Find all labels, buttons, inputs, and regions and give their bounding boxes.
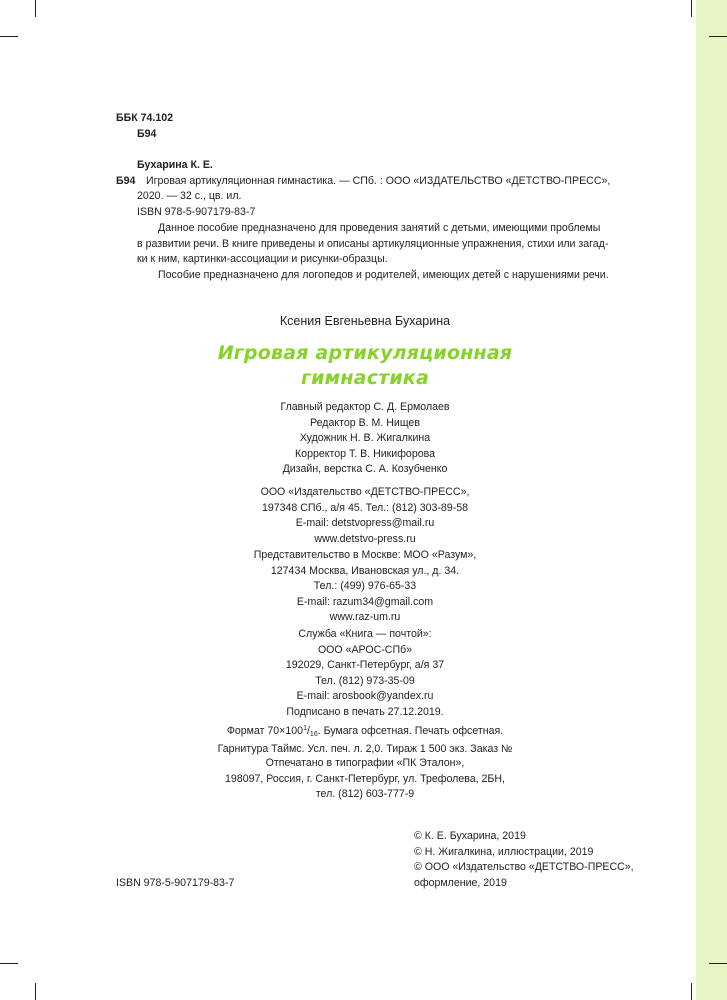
- author-full-name: Ксения Евгеньевна Бухарина: [279, 314, 451, 328]
- printer-line: тел. (812) 603-777-9: [315, 788, 415, 801]
- abstract-line: ки к ним, картинки-ассоциации и рисунки-образцы.: [137, 253, 388, 266]
- mail-line: Служба «Книга — почтой»:: [298, 628, 432, 640]
- credits: [140, 400, 590, 478]
- credit-line: Художник Н. В. Жигалкина: [299, 432, 431, 445]
- format-sep: /: [306, 724, 310, 737]
- moscow-line: Представительство в Москве: МОО «Разум»,: [253, 549, 477, 561]
- copyright-line: © К. Е. Бухарина, 2019: [414, 830, 526, 842]
- bbk-block: [116, 111, 173, 142]
- moscow-line: www.raz-um.ru: [329, 611, 401, 624]
- print-typeface: Гарнитура Таймс. Усл. печ. л. 2,0. Тираж 1 500 экз. Заказ №: [217, 743, 513, 756]
- format-sup: 1: [303, 724, 307, 732]
- abstract: [137, 221, 617, 283]
- format-sub: 16: [309, 730, 318, 738]
- copyright-block: [414, 829, 644, 891]
- moscow-office: [140, 548, 590, 626]
- mail-line: Тел. (812) 973-35-09: [315, 674, 415, 687]
- copyright-line: оформление, 2019: [414, 876, 507, 889]
- crop-mark-top-right: [691, 0, 692, 17]
- format-suffix: . Бумага офсетная. Печать офсетная.: [317, 724, 504, 737]
- printer-line: Отпечатано в типографии «ПК Эталон»,: [265, 757, 465, 769]
- publisher-line: 197348 СПб., а/я 45. Тел.: (812) 303-89-58: [261, 501, 469, 514]
- format-prefix: Формат 70×100: [226, 724, 304, 737]
- publisher-info: [140, 485, 590, 547]
- crop-mark-bottom-right: [691, 983, 692, 1000]
- moscow-line: 127434 Москва, Ивановская ул., д. 34.: [270, 564, 460, 577]
- publisher-line: ООО «Издательство «ДЕТСТВО-ПРЕСС»,: [260, 486, 470, 498]
- credit-line: Редактор В. М. Нищев: [310, 416, 420, 429]
- mail-line: E-mail: arosbook@yandex.ru: [296, 690, 434, 703]
- crop-mark-bottom-left-h: [0, 963, 18, 964]
- abstract-line: в развитии речи. В книге приведены и описаны артикуляционные упражнения, стихи или загад-: [137, 237, 609, 250]
- card-line2: 2020. — 32 с., цв. ил.: [137, 190, 242, 203]
- card-line1-text: Игровая артикуляционная гимнастика. — СПб. : ООО «ИЗДАТЕЛЬСТВО «ДЕТСТВО-ПРЕСС»,: [146, 174, 611, 187]
- card-line1: [116, 174, 616, 190]
- crop-mark-bottom-right-h: [709, 963, 727, 964]
- printer-line: 198097, Россия, г. Санкт-Петербург, ул. Трефолева, 2БН,: [225, 772, 505, 785]
- side-color-strip: [696, 0, 727, 1000]
- moscow-line: Тел.: (499) 976-65-33: [313, 580, 417, 593]
- moscow-line: E-mail: razum34@gmail.com: [296, 595, 434, 608]
- card-mark: Б94: [116, 174, 136, 187]
- print-format: [140, 721, 590, 743]
- credit-line: Дизайн, верстка С. А. Козубченко: [282, 463, 448, 476]
- print-signed: Подписано в печать 27.12.2019.: [286, 706, 444, 718]
- crop-mark-top-left-h: [0, 36, 18, 37]
- title-line2: гимнастика: [300, 367, 430, 389]
- isbn-bottom: ISBN 978-5-907179-83-7: [116, 877, 235, 889]
- print-info: [140, 705, 590, 758]
- abstract-line: Пособие предназначено для логопедов и родителей, имеющих детей с нарушениями речи.: [158, 268, 609, 281]
- printer-info: [140, 756, 590, 803]
- bbk-code: ББК 74.102: [116, 112, 174, 124]
- mail-order-service: [140, 627, 590, 705]
- crop-mark-top-right-h: [709, 36, 727, 37]
- crop-mark-bottom-left: [35, 983, 36, 1000]
- book-title: [140, 341, 590, 391]
- copyright-line: © Н. Жигалкина, иллюстрации, 2019: [414, 845, 594, 858]
- annotation-card: [116, 158, 616, 220]
- card-heading: Бухарина К. Е.: [137, 159, 213, 171]
- publisher-line: www.detstvo-press.ru: [314, 532, 416, 545]
- title-line1: Игровая артикуляционная: [217, 342, 513, 364]
- copyright-line: © ООО «Издательство «ДЕТСТВО-ПРЕСС»,: [414, 861, 634, 874]
- credit-line: Главный редактор С. Д. Ермолаев: [280, 401, 450, 413]
- publisher-line: E-mail: detstvopress@mail.ru: [295, 517, 435, 530]
- bbk-author-mark: Б94: [137, 127, 157, 140]
- mail-line: 192029, Санкт-Петербург, а/я 37: [285, 659, 445, 672]
- crop-mark-top-left: [35, 0, 36, 17]
- credit-line: Корректор Т. В. Никифорова: [295, 447, 435, 460]
- card-isbn: ISBN 978-5-907179-83-7: [137, 205, 256, 218]
- abstract-line: Данное пособие предназначено для проведения занятий с детьми, имеющими проблемы: [158, 222, 601, 234]
- mail-line: ООО «АРОС-СПб»: [317, 643, 413, 656]
